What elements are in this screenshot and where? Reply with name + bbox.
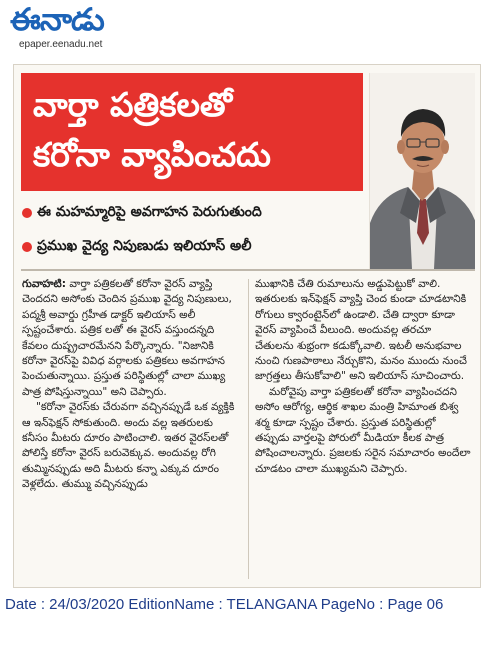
section-divider	[21, 269, 475, 271]
article-column-left	[22, 277, 240, 493]
bullet-text: ప్రముఖ వైద్య నిపుణుడు ఇలియాస్ అలీ	[37, 237, 252, 254]
bullet-text: ఈ మహమ్మారిపై అవగాహన పెరుగుతుంది	[37, 203, 262, 220]
headline-line-2: కరోనా వ్యాపించదు	[33, 135, 271, 174]
column-divider	[248, 279, 249, 579]
eenadu-logo: ఈనాడు	[10, 2, 104, 38]
bullet-point	[22, 199, 262, 227]
bullet-point	[22, 233, 252, 261]
portrait-photo	[369, 73, 475, 269]
dateline: గువాహటి:	[22, 278, 66, 290]
masthead	[10, 2, 150, 54]
portrait-illustration	[370, 73, 475, 269]
article-paragraph: మరోవైపు వార్తా పత్రికలతో కరోనా వ్యాపించదని అసోం ఆరోగ్య, ఆర్థిక శాఖల మంత్రి హిమాంత బిశ్వ శర్మ కూడా స్పష్టం చేశారు. ప్రస్తుత పరిస్థితుల్లో తప్పుడు వార్తలపై పోరులో మీడియా కీలక పాత్ర పోషించాలన్నారు. ప్రజలకు సరైన సమాచారం అందేలా చూడటం చాలా ముఖ్యమని చెప్పారు.	[255, 385, 471, 475]
news-clipping	[13, 64, 481, 588]
bullet-dot-icon	[22, 208, 32, 218]
article-paragraph: ముఖానికి చేతి రుమాలును అడ్డుపెట్టుకో వాలి. ఇతరులకు ఇన్‌ఫెక్షన్ వ్యాప్తి చెంద కుండా చూడటానికి రోగులు క్వారంటైన్‌లో ఉండాలి. చేతి ద్వారా కూడా వైరస్ వ్యాపించే వీలుంది. అందువల్ల తరచూ చేతులను శుభ్రంగా కడుక్కోవాలి. ఇటలీ అనుభవాల నుంచి గుణపాఠాలు నేర్చుకొని, మనం ముందు నుంచే జాగ్రత్తలు తీసుకోవాలి" అని ఇలియాస్ సూచించారు.	[255, 278, 467, 383]
headline-line-1: వార్తా పత్రికలతో	[33, 85, 233, 124]
epaper-url: epaper.eenadu.net	[19, 39, 103, 50]
article-paragraph	[22, 277, 240, 400]
headline-banner	[21, 73, 363, 191]
article-paragraph: "కరోనా వైరస్‌కు చేరువగా వచ్చినప్పుడే ఒక వ్యక్తికి ఆ ఇన్‌ఫెక్షన్ సోకుతుంది. అందు వల్ల ఇతరులకు కనీసం మీటరు దూరం పాటించాలి. ఇతర వైరస్‌లతో పోలిస్తే కరోనా వైరస్ బరువెక్కువ. అందువల్ల రోగి తుమ్మినప్పుడు అది మీటరు కన్నా ఎక్కువ దూరం వెళ్లలేదు. తుమ్ము వచ్చినప్పుడు	[22, 401, 235, 491]
article-column-right	[255, 277, 473, 477]
bullet-dot-icon	[22, 242, 32, 252]
page-info-footer: Date : 24/03/2020 EditionName : TELANGANA PageNo : Page 06	[5, 596, 444, 613]
paragraph-text: వార్తా పత్రికలతో కరోనా వైరస్ వ్యాప్తి చెందదని అసోంకు చెందిన ప్రముఖ వైద్య నిపుణులు, పద్మశ్రీ అవార్డు గ్రహీత డాక్టర్ ఇలియాస్ అలీ స్పష్టంచేశారు. పత్రిక లతో ఈ వైరస్ వస్తుందన్నది కేవలం దుష్ప్రచారమేనని పేర్కొన్నారు. "నిజానికి కరోనా వైరస్‌పై వివిధ వర్గాలకు పత్రికలు అవగాహన పెంచుతున్నాయి. ప్రస్తుత పరిస్థితుల్లో చాలా ముఖ్య పాత్ర పోషిస్తున్నాయి" అని చెప్పారు.	[22, 278, 232, 398]
